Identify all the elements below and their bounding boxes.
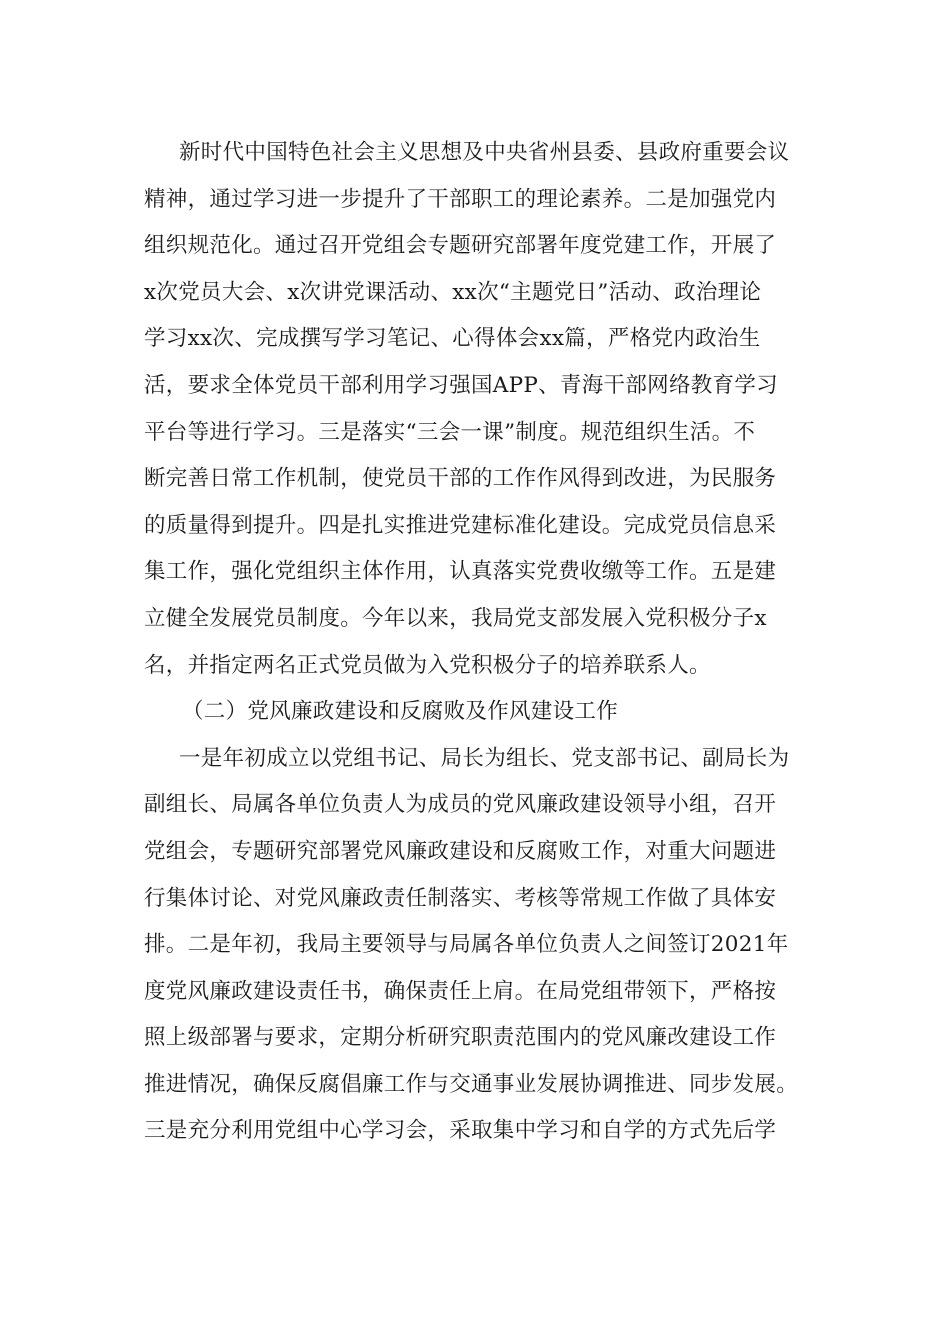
document-body — [144, 130, 806, 1155]
paragraph-line: 照上级部署与要求，定期分析研究职责范围内的党风廉改建设工作 — [144, 1025, 777, 1051]
paragraph-line: x次党员大会、x次讲党课活动、xx次“主题党日”活动、政治理论 — [144, 279, 762, 305]
paragraph-line: 立健全发展党员制度。今年以来，我局党支部发展入党积极分子x — [144, 605, 767, 631]
paragraph-line: 精神，通过学习进一步提升了干部职工的理论素养。二是加强党内 — [144, 186, 777, 212]
paragraph-line: 断完善日常工作机制，使党员干部的工作作风得到改进，为民服务 — [144, 466, 777, 492]
paragraph-line: 的质量得到提升。四是扎实推进党建标准化建设。完成党员信息采 — [144, 512, 777, 538]
paragraph-line: 名，并指定两名正式党员做为入党积极分子的培养联系人。 — [144, 652, 711, 678]
paragraph-line: 副组长、局属各单位负责人为成员的党风廉政建设领导小组，召开 — [144, 792, 777, 818]
paragraph-line: 新时代中国特色社会主义思想及中央省州县委、县政府重要会议 — [179, 140, 790, 165]
paragraph-line: 三是充分利用党组中心学习会，采取集中学习和自学的方式先后学 — [144, 1118, 777, 1144]
paragraph-line: 度党风廉政建设责任书，确保责任上肩。在局党组带领下，严格按 — [144, 978, 777, 1004]
paragraph-line: 推进情况，确保反腐倡廉工作与交通事业发展协调推进、同步发展。 — [144, 1071, 799, 1097]
paragraph-line: 党组会，专题研究部署党风廉政建设和反腐败工作，对重大问题进 — [144, 838, 777, 864]
paragraph-line: 一是年初成立以党组书记、局长为组长、党支部书记、副局长为 — [179, 745, 790, 771]
paragraph-line: 平台等进行学习。三是落实“三会一课”制度。规范组织生活。不 — [144, 419, 756, 445]
paragraph-line: 排。二是年初，我局主要领导与局属各单位负责人之间签订2021年 — [144, 932, 789, 958]
section-heading: （二）党风廉政建设和反腐败及作风建设工作 — [182, 699, 619, 725]
paragraph-line: 组织规范化。通过召开党组会专题研究部署年度党建工作，开展了 — [144, 233, 777, 259]
paragraph-line: 行集体讨论、对党风廉政责任制落实、考核等常规工作做了具体安 — [144, 885, 777, 911]
paragraph-line: 活，要求全体党员干部利用学习强国APP、青海干部网络教育学习 — [144, 372, 778, 398]
paragraph-line: 集工作，强化党组织主体作用，认真落实党费收缴等工作。五是建 — [144, 559, 777, 585]
paragraph-line: 学习xx次、完成撰写学习笔记、心得体会xx篇，严格党内政治生 — [144, 326, 761, 352]
